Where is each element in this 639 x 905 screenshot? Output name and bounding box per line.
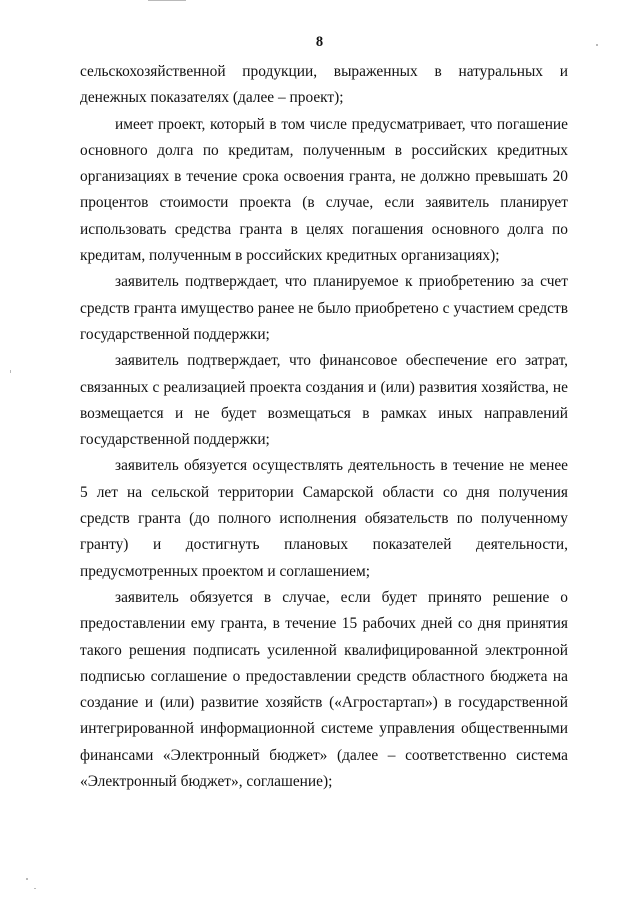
paragraph-agreement-obligation: заявитель обязуется в случае, если будет принято решение о предоставлении ему гранта, в течение 15 рабочих дней со дня принятия такого решения подписать усиленной квалифицированной электронной подписью соглашение о предоставлении средств областного бюджета на создание и (или) развитие хозяйств («Агростартап») в государственной интегрированной информационной системе управления общественными финансами «Электронный бюджет» (далее – соответственно система «Электронный бюджет», соглашение); <box>80 588 568 791</box>
paragraph-project-loans: имеет проект, который в том числе предусматривает, что погашение основного долга по кредитам, полученным в российских кредитных организациях в течение срока освоения гранта, не должно превышать 20 процентов стоимости проекта (в случае, если заявитель планирует использовать средства гранта в целях погашения основного долга по кредитам, полученным в российских кредитных организациях); <box>80 115 568 265</box>
page-number: 8 <box>315 34 324 50</box>
scan-mark <box>10 370 11 373</box>
document-body <box>80 59 568 795</box>
scan-mark <box>26 878 28 880</box>
paragraph-continuation: сельскохозяйственной продукции, выраженных в натуральных и денежных показателях (далее – проект); <box>80 63 568 107</box>
paragraph-costs-confirmation: заявитель подтверждает, что финансовое обеспечение его затрат, связанных с реализацией проекта создания и (или) развития хозяйства, не возмещается и не будет возмещаться в рамках иных направлений государственной поддержки; <box>80 352 568 449</box>
paragraph-activity-obligation: заявитель обязуется осуществлять деятельность в течение не менее 5 лет на сельской территории Самарской области со дня получения средств гранта (до полного исполнения обязательств по полученному гранту) и достигнуть плановых показателей деятельности, предусмотренных проектом и соглашением; <box>80 457 568 580</box>
scan-mark <box>34 888 36 889</box>
scan-mark <box>148 0 186 1</box>
paragraph-property-confirmation: заявитель подтверждает, что планируемое к приобретению за счет средств гранта имущество ранее не было приобретено с участием средств государственной поддержки; <box>80 273 568 343</box>
